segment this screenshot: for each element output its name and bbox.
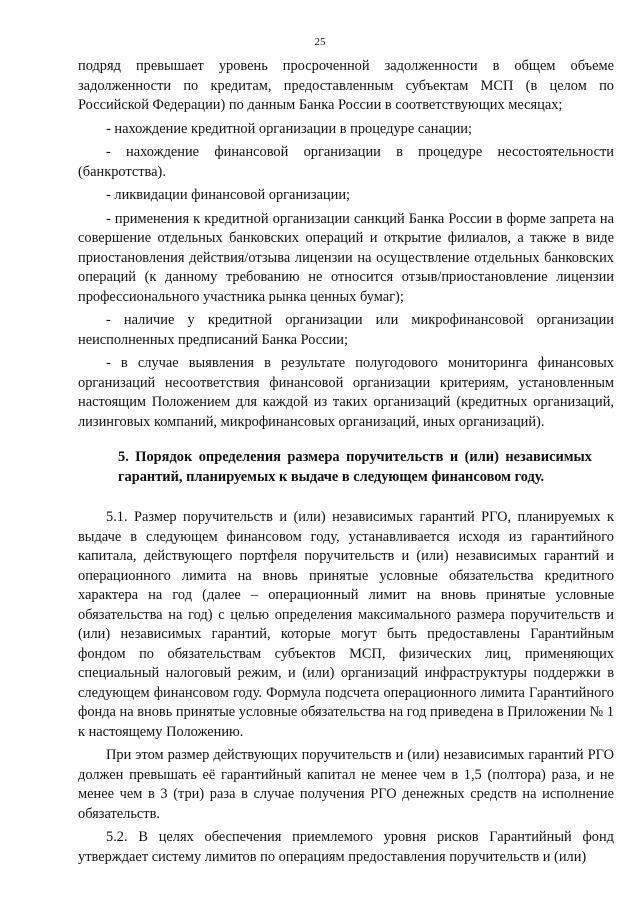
clause-5-1: 5.1. Размер поручительств и (или) независимых гарантий РГО, планируемых к выдаче в следующем финансовом году, устанавливается исходя из гарантийного капитала, действующего портфеля поручительств и (или) независимых гарантий и операционного лимита на вновь принятые условные обязательства кредитного характера на год (далее – операционный лимит на вновь принятые условные обязательства на год) с целью определения максимального размера поручительств и (или) независимых гарантий, которые могут быть предоставлены Гарантийным фондом по обязательствам субъектов МСП, физических лиц, применяющих специальный налоговый режим, и (или) организаций инфраструктуры поддержки в следующем финансовом году. Формула подсчета операционного лимита Гарантийного фонда на вновь принятые условные обязательства на год приведена в Приложении № 1 к настоящему Положению. <box>78 509 614 740</box>
list-item-sanation: - нахождение кредитной организации в процедуре санации; <box>106 120 472 137</box>
document-body <box>78 57 614 871</box>
section-heading: 5. Порядок определения размера поручительств и (или) независимых гарантий, планируемых к выдаче в следующем финансовом году. <box>118 449 592 485</box>
list-item-sanctions: - применения к кредитной организации санкций Банка России в форме запрета на совершение отдельных банковских операций и открытие филиалов, а также в виде приостановления действия/отзыва лицензии на осуществление отдельных банковских операций (к данному требованию не относится отзыв/приостановление лицензии профессионального участника рынка ценных бумаг); <box>78 210 614 305</box>
list-item-bankruptcy: - нахождение финансовой организации в процедуре несостоятельности (банкротства). <box>78 144 614 180</box>
clause-5-2: 5.2. В целях обеспечения приемлемого уровня рисков Гарантийный фонд утверждает систему лимитов по операциям предоставления поручительств и (или) <box>78 829 614 865</box>
page-number: 25 <box>314 36 326 48</box>
list-item-monitoring: - в случае выявления в результате полугодового мониторинга финансовых организаций несоответствия финансовой организации критериям, установленным настоящим Положением для каждой из таких организаций (кредитных организаций, лизинговых компаний, микрофинансовых организаций, иных организаций). <box>78 355 614 430</box>
clause-5-1-note: При этом размер действующих поручительств и (или) независимых гарантий РГО должен превышать её гарантийный капитал не менее чем в 1,5 (полтора) раза, и не менее чем в 3 (три) раза в случае получения РГО денежных средств на исполнение обязательств. <box>78 747 614 822</box>
paragraph-continuation: подряд превышает уровень просроченной задолженности в общем объеме задолженности по кредитам, предоставленным субъектам МСП (в целом по Российской Федерации) по данным Банка России в соответствующих месяцах; <box>78 58 614 113</box>
list-item-prescriptions: - наличие у кредитной организации или микрофинансовой организации неисполненных предписаний Банка России; <box>78 312 614 348</box>
list-item-liquidation: - ликвидации финансовой организации; <box>106 187 351 203</box>
